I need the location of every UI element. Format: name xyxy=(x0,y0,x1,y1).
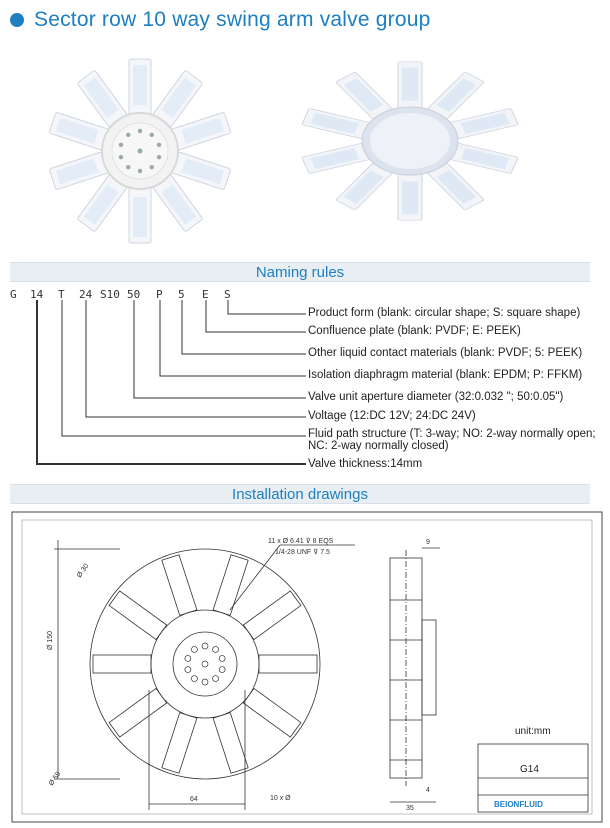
port-hole xyxy=(157,143,161,147)
drawing-port-hole xyxy=(185,667,191,673)
model-label: G14 xyxy=(520,764,539,775)
drawing-port-hole xyxy=(202,643,208,649)
rule-fluid-path: Fluid path structure (T: 3-way; NO: 2-way normally open; NC: 2-way normally closed) xyxy=(308,428,596,452)
drawing-side-view xyxy=(390,548,440,802)
page-title: Sector row 10 way swing arm valve group xyxy=(34,8,431,31)
valve-arm xyxy=(129,59,151,117)
rule-product-form: Product form (blank: circular shape; S: square shape) xyxy=(308,307,581,319)
port-hole xyxy=(138,169,142,173)
drawing-valve-arm xyxy=(213,713,248,774)
drawing-port-hole xyxy=(213,646,219,652)
dim-diameter-30: Ø 30 xyxy=(75,562,91,580)
code-T: T xyxy=(58,288,65,301)
dim-35: 35 xyxy=(406,805,414,812)
code-24: 24 xyxy=(79,288,93,301)
brand-logo: BEIONFLUID xyxy=(494,800,543,809)
photo-angled-view xyxy=(302,62,519,220)
installation-drawing xyxy=(10,510,604,824)
drawing-port-hole xyxy=(202,661,208,667)
port-hole xyxy=(157,155,161,159)
product-photos xyxy=(40,56,580,256)
drawing-valve-arm xyxy=(93,655,151,673)
drawing-valve-arm xyxy=(162,713,197,774)
port-hole xyxy=(126,165,130,169)
port-hole xyxy=(150,165,154,169)
title-bullet-icon xyxy=(10,13,24,27)
drawing-port-hole xyxy=(185,655,191,661)
drawing-port-hole xyxy=(202,679,208,685)
photo-front-view xyxy=(49,59,231,243)
section-bar-naming-rules: Naming rules xyxy=(10,262,590,282)
valve-arm xyxy=(129,185,151,243)
dim-diameter-59: Ø 59 xyxy=(47,770,63,788)
code-S: S xyxy=(224,288,231,301)
drawing-front-view xyxy=(54,540,355,810)
drawing-port-hole xyxy=(191,676,197,682)
hole-note-1: 11 x Ø 6.41 ⊽ 8 EQS xyxy=(268,538,334,545)
drawing-port-hole xyxy=(213,676,219,682)
drawing-valve-arm xyxy=(243,591,301,640)
drawing-valve-arm xyxy=(162,555,197,616)
port-hole xyxy=(126,133,130,137)
drawing-valve-arm xyxy=(213,555,248,616)
port-hole xyxy=(119,143,123,147)
valve-arm xyxy=(398,62,422,112)
drawing-valve-arm xyxy=(109,688,167,737)
unit-label: unit:mm xyxy=(515,726,551,737)
rule-confluence-plate: Confluence plate (blank: PVDF; E: PEEK) xyxy=(308,325,521,337)
drawing-valve-arm xyxy=(243,688,301,737)
port-hole xyxy=(138,149,143,154)
drawing-port-hole xyxy=(191,646,197,652)
dim-4: 4 xyxy=(426,787,430,794)
dim-64: 64 xyxy=(190,796,198,803)
rule-aperture: Valve unit aperture diameter (32:0.032 "; 50:0.05") xyxy=(308,391,564,403)
port-hole xyxy=(138,129,142,133)
code-50: 50 xyxy=(127,288,141,301)
dim-9: 9 xyxy=(426,539,430,546)
code-5: 5 xyxy=(178,288,185,301)
naming-rules xyxy=(10,288,605,478)
dim-10x-diameter: 10 x Ø xyxy=(270,795,291,802)
rule-valve-thickness: Valve thickness:14mm xyxy=(308,458,423,470)
code-G: G xyxy=(10,288,17,301)
code-E: E xyxy=(202,288,209,301)
drawing-valve-arm xyxy=(109,591,167,640)
rule-voltage: Voltage (12:DC 12V; 24:DC 24V) xyxy=(308,410,476,422)
hole-note-2: 1/4-28 UNF ⊽ 7.5 xyxy=(275,549,330,556)
section-bar-installation: Installation drawings xyxy=(10,484,590,504)
drawing-valve-arm xyxy=(259,655,317,673)
drawing-port-hole xyxy=(219,667,225,673)
port-hole xyxy=(119,155,123,159)
rule-isolation-diaphragm: Isolation diaphragm material (blank: EPDM; P: FFKM) xyxy=(308,369,583,381)
port-hole xyxy=(150,133,154,137)
code-14: 14 xyxy=(30,288,44,301)
valve-arm xyxy=(398,170,422,220)
rule-liquid-contact: Other liquid contact materials (blank: PVDF; 5: PEEK) xyxy=(308,347,583,359)
code-P: P xyxy=(156,288,163,301)
dim-diameter-150: Ø 150 xyxy=(47,630,54,650)
title-row xyxy=(10,6,430,34)
code-S10: S10 xyxy=(100,288,120,301)
drawing-port-hole xyxy=(219,655,225,661)
